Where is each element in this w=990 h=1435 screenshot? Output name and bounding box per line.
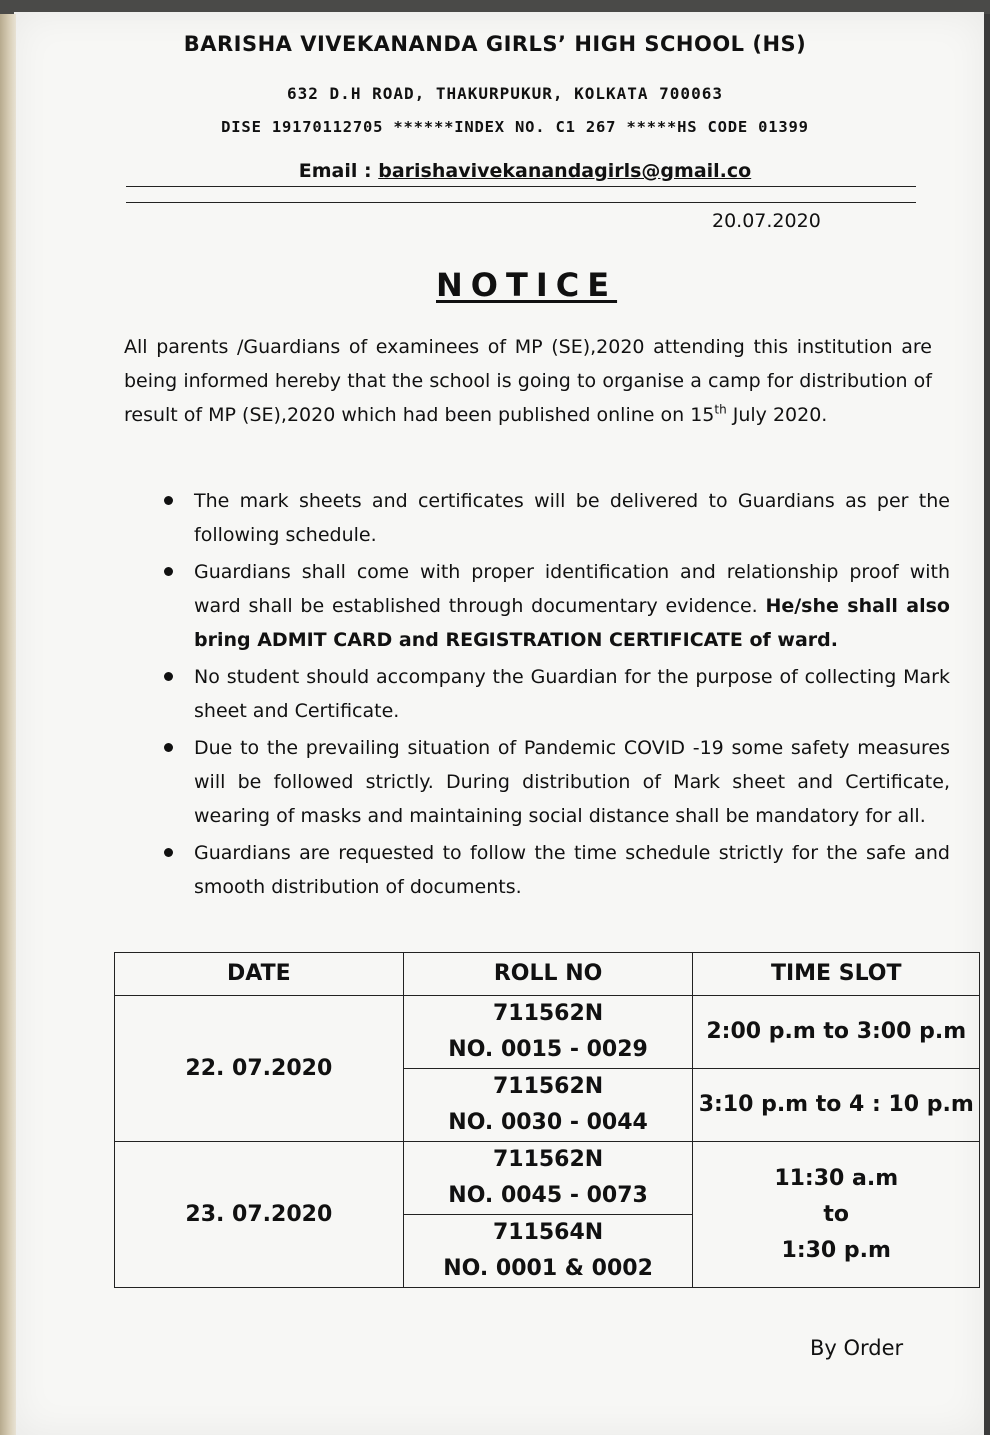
table-row bbox=[115, 996, 980, 1069]
header-rule-bottom bbox=[126, 202, 916, 203]
list-item bbox=[160, 555, 950, 657]
date-cell: 22. 07.2020 bbox=[115, 996, 404, 1142]
roll-range: NO. 0015 - 0029 bbox=[448, 1037, 648, 1062]
intro-text-main: All parents /Guardians of examinees of MP (SE),2020 attending this institution are being informed hereby that the school is going to organise a camp for distribution of result of MP (SE),2020 which had been published online on 15 bbox=[124, 336, 932, 426]
list-item-text: Guardians are requested to follow the time schedule strictly for the safe and smooth distribution of documents. bbox=[194, 842, 950, 898]
email-label: Email : bbox=[298, 160, 379, 182]
header-rule-top bbox=[126, 186, 916, 187]
list-item-text: The mark sheets and certificates will be delivered to Guardians as per the following schedule. bbox=[194, 490, 950, 546]
instruction-list bbox=[160, 484, 950, 907]
list-item bbox=[160, 484, 950, 552]
table-header-row bbox=[115, 953, 980, 996]
list-item-text: No student should accompany the Guardian for the purpose of collecting Mark sheet and Certificate. bbox=[194, 666, 950, 722]
time-line: 1:30 p.m bbox=[781, 1237, 891, 1263]
notice-date: 20.07.2020 bbox=[712, 210, 821, 232]
email-address: barishavivekanandagirls@gmail.co bbox=[378, 160, 752, 182]
roll-series: 711562N bbox=[492, 1001, 604, 1026]
intro-superscript: th bbox=[714, 402, 727, 417]
roll-series: 711562N bbox=[492, 1074, 604, 1099]
list-item bbox=[160, 731, 950, 833]
intro-text-end: July 2020. bbox=[726, 404, 828, 426]
roll-range: NO. 0030 - 0044 bbox=[448, 1110, 648, 1135]
list-item bbox=[160, 660, 950, 728]
header-roll-no: ROLL NO bbox=[403, 953, 693, 996]
roll-series: 711562N bbox=[492, 1147, 604, 1172]
list-item bbox=[160, 836, 950, 904]
header-time-slot: TIME SLOT bbox=[693, 953, 980, 996]
signoff: By Order bbox=[810, 1336, 904, 1360]
time-cell bbox=[693, 1142, 980, 1288]
list-item-text: Due to the prevailing situation of Pandemic COVID -19 some safety measures will be followed strictly. During distribution of Mark sheet and Certificate, wearing of masks and maintaining social distance shall be mandatory for all. bbox=[194, 737, 950, 827]
list-item-text: Guardians shall come with proper identification and relationship proof with ward shall be established through documentary evidence. bbox=[194, 561, 950, 617]
notice-title: NOTICE bbox=[436, 266, 618, 304]
time-line: 11:30 a.m bbox=[774, 1165, 899, 1191]
roll-cell bbox=[403, 1215, 693, 1288]
time-cell: 2:00 p.m to 3:00 p.m bbox=[693, 996, 980, 1069]
bullet-icon bbox=[164, 743, 173, 752]
roll-range: NO. 0001 & 0002 bbox=[443, 1256, 653, 1281]
paper-left-edge bbox=[0, 14, 16, 1435]
list-item-bold-text: He/she shall also bring ADMIT CARD and REGISTRATION CERTIFICATE of ward. bbox=[194, 595, 950, 651]
bullet-icon bbox=[164, 672, 173, 681]
time-cell: 3:10 p.m to 4 : 10 p.m bbox=[693, 1069, 980, 1142]
school-address: 632 D.H ROAD, THAKURPUKUR, KOLKATA 700063 bbox=[287, 84, 723, 103]
bullet-icon bbox=[164, 567, 173, 576]
table-row bbox=[115, 1142, 980, 1215]
roll-cell bbox=[403, 996, 693, 1069]
header-date: DATE bbox=[115, 953, 404, 996]
bullet-icon bbox=[164, 848, 173, 857]
date-cell: 23. 07.2020 bbox=[115, 1142, 404, 1288]
roll-series: 711564N bbox=[492, 1220, 604, 1245]
time-line: to bbox=[823, 1201, 850, 1227]
intro-paragraph bbox=[124, 330, 932, 432]
roll-cell bbox=[403, 1142, 693, 1215]
bullet-icon bbox=[164, 496, 173, 505]
roll-range: NO. 0045 - 0073 bbox=[448, 1183, 648, 1208]
school-email bbox=[30, 160, 990, 182]
school-codes: DISE 19170112705 ******INDEX NO. C1 267 *****HS CODE 01399 bbox=[221, 118, 809, 136]
roll-cell bbox=[403, 1069, 693, 1142]
school-name: BARISHA VIVEKANANDA GIRLS’ HIGH SCHOOL (HS) bbox=[183, 32, 807, 56]
distribution-schedule-table bbox=[114, 952, 980, 1288]
